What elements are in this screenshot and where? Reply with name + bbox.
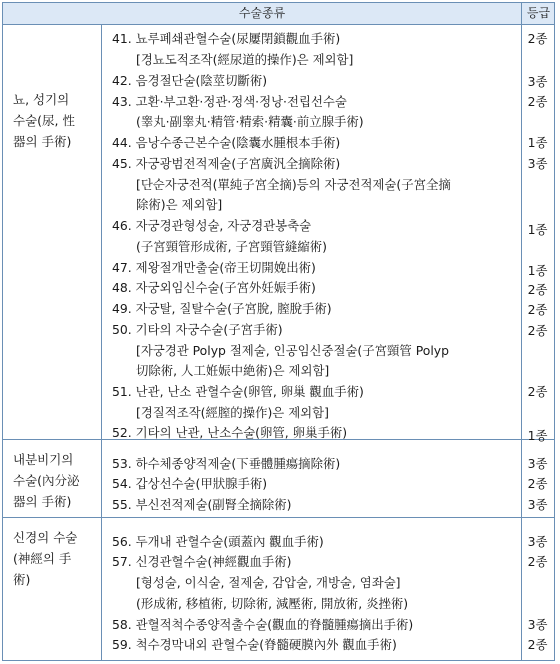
table-header	[3, 3, 554, 25]
surgery-note: [단순자궁전적(單純子宮全摘)등의 자궁전적제술(子宮全摘	[136, 177, 451, 192]
grade-value: 2종	[527, 282, 548, 297]
surgery-item: 41. 뇨루폐쇄관혈수술(尿屢閉鎖觀血手術)	[112, 31, 341, 46]
category-divider	[101, 24, 102, 660]
surgery-item: 49. 자궁탈, 질탈수술(子宮脫, 膣脫手術)	[112, 301, 332, 316]
surgery-item: 53. 하수체종양적제술(下垂體腫瘍摘除術)	[112, 456, 341, 471]
grade-value: 2종	[527, 384, 548, 399]
header-grade: 등급	[521, 3, 555, 24]
surgery-note: (子宮頸管形成術, 子宮頸管縫縮術)	[136, 239, 328, 254]
grade-value: 2종	[527, 637, 548, 652]
grade-value: 2종	[527, 323, 548, 338]
grade-value: 1종	[527, 428, 548, 443]
grade-value: 3종	[527, 156, 548, 171]
header-surgery-type: 수술종류	[238, 6, 286, 20]
surgery-item: 57. 신경관혈수술(神經觀血手術)	[112, 554, 292, 569]
grade-value: 2종	[527, 476, 548, 491]
surgery-item: 52. 기타의 난관, 난소수술(卵管, 卵巢手術)	[112, 425, 348, 440]
category-label: 뇨, 성기의 수술(尿, 性 器의 手術)	[13, 92, 75, 149]
surgery-item: 54. 갑상선수술(甲狀腺手術)	[112, 476, 268, 491]
surgery-item: 59. 척수경막내외 관혈수술(脊髓硬膜內外 觀血手術)	[112, 637, 397, 652]
grade-value: 3종	[527, 74, 548, 89]
surgery-item: 48. 자궁외임신수술(子宮外妊娠手術)	[112, 280, 316, 295]
grade-value: 3종	[527, 497, 548, 512]
category-label: 내분비기의 수술(內分泌 器의 手術)	[13, 452, 80, 509]
surgery-note: [형성술, 이식술, 절제술, 감압술, 개방술, 염좌술]	[136, 575, 401, 590]
surgery-grade-table	[2, 2, 555, 661]
grade-value: 1종	[527, 222, 548, 237]
surgery-note: 切除術, 人工姙娠中絶術)은 제외함]	[136, 363, 330, 378]
grade-value: 2종	[527, 554, 548, 569]
surgery-item: 43. 고환·부고환·정관·정색·정낭·전립선수술	[112, 94, 347, 109]
category-label: 신경의 수술 (神經의 手 術)	[13, 530, 78, 587]
surgery-item: 44. 음낭수종근본수술(陰囊水腫根本手術)	[112, 135, 341, 150]
surgery-note: 除術)은 제외함]	[136, 197, 223, 212]
grade-value: 2종	[527, 31, 548, 46]
surgery-note: [자궁경관 Polyp 절제술, 인공임신중절술(子宮頸管 Polyp	[136, 343, 449, 358]
section-divider	[3, 517, 554, 518]
surgery-item: 50. 기타의 자궁수술(子宮手術)	[112, 322, 283, 337]
grade-value: 3종	[527, 534, 548, 549]
surgery-item: 56. 두개내 관혈수술(頭蓋內 觀血手術)	[112, 534, 324, 549]
surgery-item: 55. 부신전적제술(副腎全摘除術)	[112, 497, 292, 512]
grade-value: 2종	[527, 302, 548, 317]
surgery-note: (睾丸·副睾丸·精管·精索·精囊·前立腺手術)	[136, 114, 364, 129]
grade-value: 2종	[527, 94, 548, 109]
surgery-item: 47. 제왕절개만출술(帝王切開娩出術)	[112, 260, 316, 275]
surgery-note: [경질적조작(經膣的操作)은 제외함]	[136, 405, 329, 420]
surgery-item: 46. 자궁경관형성술, 자궁경관봉축술	[112, 218, 312, 233]
grade-value: 3종	[527, 617, 548, 632]
surgery-item: 51. 난관, 난소 관혈수술(卵管, 卵巢 觀血手術)	[112, 384, 364, 399]
grade-value: 1종	[527, 135, 548, 150]
grade-value: 3종	[527, 456, 548, 471]
surgery-item: 45. 자궁광범전적제술(子宮廣汎全摘除術)	[112, 156, 341, 171]
surgery-item: 42. 음경절단술(陰莖切斷術)	[112, 73, 268, 88]
surgery-note: (形成術, 移植術, 切除術, 減壓術, 開放術, 炎挫術)	[136, 596, 409, 611]
surgery-note: [경뇨도적조작(經尿道的操作)은 제외함]	[136, 52, 354, 67]
surgery-item: 58. 관혈적척수종양적출수술(觀血的脊髓腫瘍摘出手術)	[112, 617, 414, 632]
grade-value: 1종	[527, 263, 548, 278]
